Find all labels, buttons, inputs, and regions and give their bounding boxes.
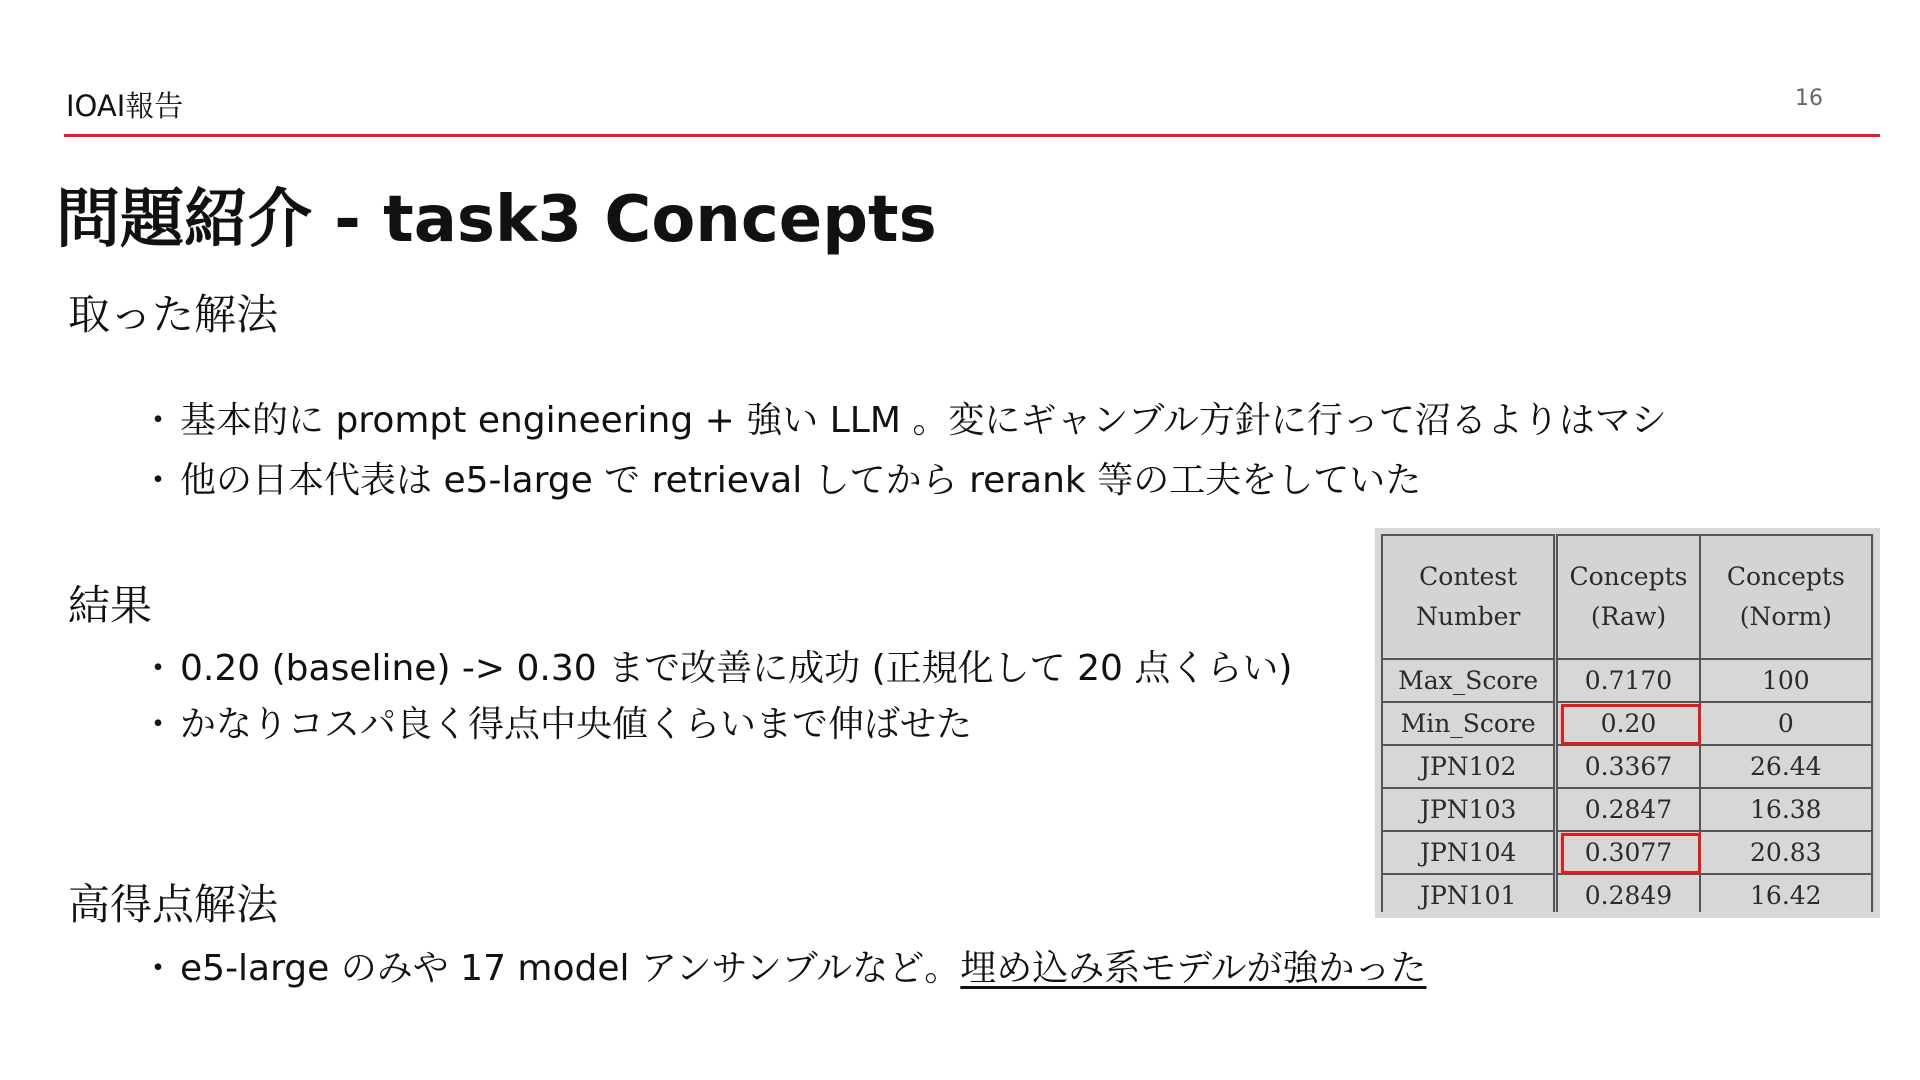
table-row [1382,831,1872,874]
cell-contest: Min_Score [1382,702,1556,745]
table-row [1382,659,1872,702]
cell-raw: 0.2847 [1556,788,1700,831]
cell-norm: 20.83 [1700,831,1872,874]
bullet-marker: ・ [140,648,177,689]
table-row [1382,788,1872,831]
bullet-top-solutions-1 [140,940,1427,991]
results-table [1381,534,1873,918]
slide-title: 問題紹介 - task3 Concepts [56,183,937,257]
cell-contest: JPN102 [1382,745,1556,788]
header-concepts-raw: Concepts (Raw) [1556,535,1700,659]
cell-raw-highlighted: 0.3077 [1556,831,1700,874]
bullet-results-2 [140,696,972,747]
bullet-marker: ・ [140,460,177,501]
cell-norm: 0 [1700,702,1872,745]
cell-norm: 16.42 [1700,874,1872,917]
header-concepts-norm: Concepts (Norm) [1700,535,1872,659]
cell-contest: Max_Score [1382,659,1556,702]
section-heading-top-solutions: 高得点解法 [68,880,279,929]
table-row [1382,702,1872,745]
bullet-marker: ・ [140,948,177,989]
cell-raw: 0.7170 [1556,659,1700,702]
cell-norm: 26.44 [1700,745,1872,788]
results-table-image [1375,528,1880,918]
table-row [1382,745,1872,788]
header-contest-number: Contest Number [1382,535,1556,659]
bullet-marker: ・ [140,704,177,745]
bullet-text: 他の日本代表は e5-large で retrieval してから rerank 等の工夫をしていた [180,460,1422,501]
header-rule [64,134,1880,137]
cell-norm: 100 [1700,659,1872,702]
cell-raw: 0.3367 [1556,745,1700,788]
table-row [1382,874,1872,917]
bullet-results-1 [140,640,1292,691]
page-number: 16 [1795,86,1823,111]
bullet-text: 0.20 (baseline) -> 0.30 まで改善に成功 (正規化して 20 点くらい) [180,648,1293,689]
bullet-text: e5-large のみや 17 model アンサンブルなど。 [180,948,961,989]
cell-norm: 16.38 [1700,788,1872,831]
cell-contest: JPN103 [1382,788,1556,831]
bullet-underlined-text: 埋め込み系モデルが強かった [960,948,1427,989]
bullet-marker: ・ [140,400,177,441]
cell-contest: JPN104 [1382,831,1556,874]
cell-contest: JPN101 [1382,874,1556,917]
bullet-approach-2 [140,452,1421,503]
bullet-text: 基本的に prompt engineering + 強い LLM 。変にギャンブル方針に行って沼るよりはマシ [180,400,1667,441]
bullet-text: かなりコスパ良く得点中央値くらいまで伸ばせた [180,704,973,745]
section-heading-approach: 取った解法 [68,290,279,339]
cell-raw-highlighted: 0.20 [1556,702,1700,745]
table-header-row [1382,535,1872,659]
section-heading-results: 結果 [68,581,153,630]
bullet-approach-1 [140,392,1667,443]
cell-raw: 0.2849 [1556,874,1700,917]
header-label: IOAI報告 [66,89,184,123]
